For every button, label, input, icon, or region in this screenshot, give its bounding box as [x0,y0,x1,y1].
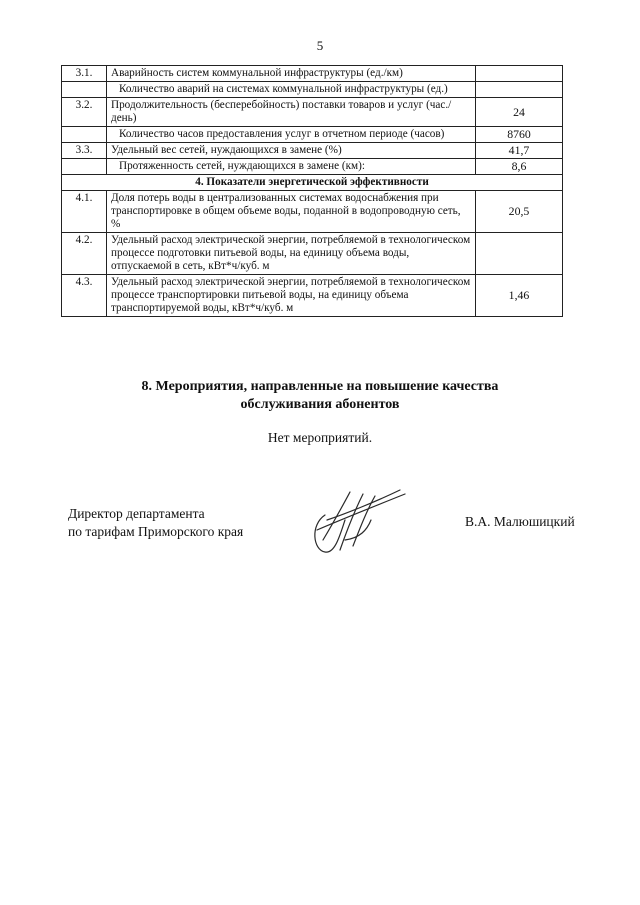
indicator-value: 1,46 [476,275,563,317]
section-row [62,175,563,191]
table-row [62,275,563,317]
indicator-value: 8760 [476,127,563,143]
indicator-value: 41,7 [476,143,563,159]
row-number: 3.3. [62,143,107,159]
table-row [62,66,563,82]
indicator-name: Удельный расход электрической энергии, потребляемой в технологическом процессе подготовки питьевой воды, на единицу объема воды, отпускаемой в сеть, кВт*ч/куб. м [107,233,476,275]
row-number: 4.2. [62,233,107,275]
row-number: 4.1. [62,191,107,233]
section-8-note: Нет мероприятий. [267,430,373,445]
signatory-role-line1: Директор департамента [68,506,205,521]
signatory-role [68,505,243,541]
row-number: 4.3. [62,275,107,317]
section-8-heading [0,378,640,414]
signatory-role-line2: по тарифам Приморского края [68,524,244,539]
table-row [62,191,563,233]
row-number: 3.2. [62,98,107,127]
indicator-name: Аварийность систем коммунальной инфраструктуры (ед./км) [107,66,476,82]
section-8-heading-line2: обслуживания абонентов [240,397,400,412]
table-row [62,127,563,143]
indicator-value [476,66,563,82]
indicator-name: Продолжительность (бесперебойность) поставки товаров и услуг (час./день) [107,98,476,127]
row-number [62,127,107,143]
indicator-value [476,82,563,98]
page-number: 5 [316,38,324,53]
table-row [62,233,563,275]
row-number [62,82,107,98]
indicator-value [476,233,563,275]
table-row [62,159,563,175]
indicator-name: Количество часов предоставления услуг в отчетном периоде (часов) [107,127,476,143]
indicator-value: 20,5 [476,191,563,233]
handwritten-signature [305,480,425,560]
row-number: 3.1. [62,66,107,82]
indicator-name: Удельный расход электрической энергии, потребляемой в технологическом процессе транспортировки питьевой воды, на единицу объема транспортируемой воды, кВт*ч/куб. м [107,275,476,317]
indicator-name: Доля потерь воды в централизованных системах водоснабжения при транспортировке в общем объеме воды, поданной в водопроводную сеть, % [107,191,476,233]
indicator-name: Протяженность сетей, нуждающихся в замене (км): [107,159,476,175]
section-8-heading-line1: 8. Мероприятия, направленные на повышение качества [141,379,499,394]
table-row [62,82,563,98]
indicators-table [61,65,563,317]
indicator-value: 8,6 [476,159,563,175]
row-number [62,159,107,175]
section-heading: 4. Показатели энергетической эффективности [62,175,563,191]
table-row [62,143,563,159]
table-row [62,98,563,127]
indicator-name: Удельный вес сетей, нуждающихся в замене (%) [107,143,476,159]
indicator-name: Количество аварий на системах коммунальной инфраструктуры (ед.) [107,82,476,98]
signatory-name: В.А. Малюшицкий [465,514,575,529]
indicator-value: 24 [476,98,563,127]
